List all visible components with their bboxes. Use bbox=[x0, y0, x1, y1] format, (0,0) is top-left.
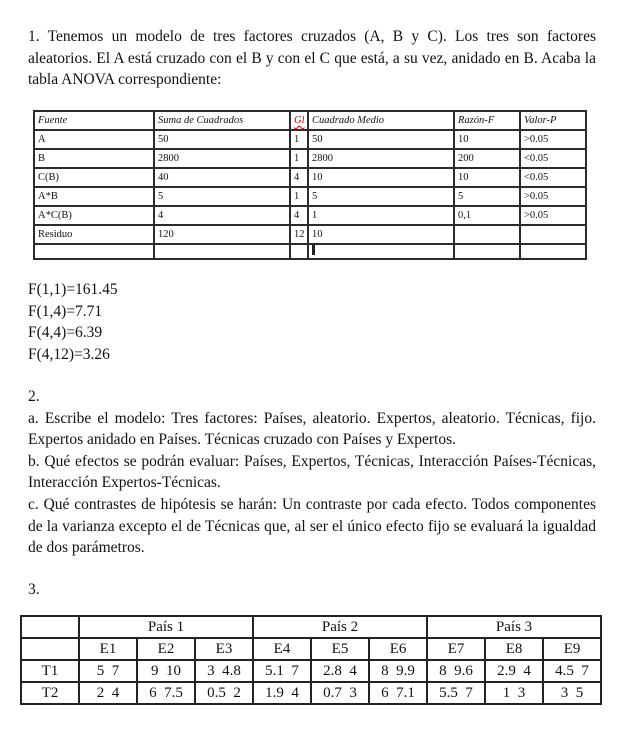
table-cell: 120 bbox=[154, 225, 290, 244]
table-cell: >0.05 bbox=[520, 206, 586, 225]
f-value-line: F(4,12)=3.26 bbox=[28, 346, 110, 364]
table-cell bbox=[520, 225, 586, 244]
table-cell: 2.9 4 bbox=[485, 660, 543, 682]
table-cell: 5 7 bbox=[79, 660, 137, 682]
anova-row-cb bbox=[34, 168, 586, 187]
problem2-answers bbox=[28, 408, 596, 559]
table-cell: 4 bbox=[290, 206, 308, 225]
problem2-label: 2. bbox=[28, 387, 40, 405]
data-row-t2 bbox=[21, 682, 601, 704]
table-cell: Residuo bbox=[34, 225, 154, 244]
anova-row-b bbox=[34, 149, 586, 168]
table-cell: B bbox=[34, 149, 154, 168]
country-header-pais2: País 2 bbox=[253, 616, 427, 638]
corner-cell bbox=[21, 616, 79, 638]
anova-header-valor-p: Valor-P bbox=[520, 111, 586, 130]
table-cell: 5 bbox=[308, 187, 454, 206]
table-cell: A bbox=[34, 130, 154, 149]
table-cell: 5.5 7 bbox=[427, 682, 485, 704]
table-cell: 0.7 3 bbox=[311, 682, 369, 704]
table-cell: >0.05 bbox=[520, 130, 586, 149]
f-value-line: F(4,4)=6.39 bbox=[28, 324, 103, 342]
table-cell bbox=[154, 244, 290, 259]
anova-row-residuo bbox=[34, 225, 586, 244]
table-cell bbox=[454, 244, 520, 259]
anova-header-fuente: Fuente bbox=[34, 111, 154, 130]
table-cell: 1 bbox=[308, 206, 454, 225]
anova-header-razon-f: Razón-F bbox=[454, 111, 520, 130]
table-cell bbox=[454, 225, 520, 244]
problem2-item-b: b. Qué efectos se podrán evaluar: Países, Expertos, Técnicas, Interacción Países-Técnicas, Interacción Expertos-Técnicas. bbox=[28, 452, 596, 492]
problem3-label: 3. bbox=[28, 580, 40, 598]
table-cell: 6 7.1 bbox=[369, 682, 427, 704]
table-cell: 1 bbox=[290, 149, 308, 168]
table-cell: 2.8 4 bbox=[311, 660, 369, 682]
table-cell: <0.05 bbox=[520, 168, 586, 187]
table-cell bbox=[308, 244, 454, 259]
country-header-pais3: País 3 bbox=[427, 616, 601, 638]
anova-row-axcb bbox=[34, 206, 586, 225]
expert-header: E9 bbox=[543, 638, 601, 660]
table-cell bbox=[290, 244, 308, 259]
problem2-item-a: a. Escribe el modelo: Tres factores: Países, aleatorio. Expertos, aleatorio. Técnicas, fijo. Expertos anidado en Países. Técnicas cruzado con Países y Expertos. bbox=[28, 409, 596, 449]
f-value-line: F(1,1)=161.45 bbox=[28, 280, 118, 298]
expert-header-row bbox=[21, 638, 601, 660]
table-cell: 5 bbox=[154, 187, 290, 206]
anova-header-gl: Gl bbox=[290, 111, 308, 130]
table-cell: 200 bbox=[454, 149, 520, 168]
table-cell: 1.9 4 bbox=[253, 682, 311, 704]
f-critical-values bbox=[28, 279, 596, 366]
table-cell: 10 bbox=[454, 130, 520, 149]
table-cell: 8 9.6 bbox=[427, 660, 485, 682]
table-cell: 3 5 bbox=[543, 682, 601, 704]
table-cell: 40 bbox=[154, 168, 290, 187]
table-cell: 4 bbox=[290, 168, 308, 187]
table-cell: 0,1 bbox=[454, 206, 520, 225]
row-label-t2: T2 bbox=[21, 682, 79, 704]
expert-header: E5 bbox=[311, 638, 369, 660]
table-cell: 2 4 bbox=[79, 682, 137, 704]
problem1-paragraph: 1. Tenemos un modelo de tres factores cruzados (A, B y C). Los tres son factores aleatorios. El A está cruzado con el B y con el C que está, a su vez, anidado en B. Acaba la tabla ANOVA correspondiente: bbox=[28, 28, 596, 89]
expert-header: E7 bbox=[427, 638, 485, 660]
data-row-t1 bbox=[21, 660, 601, 682]
expert-header: E2 bbox=[137, 638, 195, 660]
table-cell bbox=[520, 244, 586, 259]
table-cell bbox=[34, 244, 154, 259]
corner-cell bbox=[21, 638, 79, 660]
table-cell: 2800 bbox=[308, 149, 454, 168]
table-cell: 5.1 7 bbox=[253, 660, 311, 682]
table-cell: 8 9.9 bbox=[369, 660, 427, 682]
table-cell: 0.5 2 bbox=[195, 682, 253, 704]
expert-header: E6 bbox=[369, 638, 427, 660]
anova-row-a bbox=[34, 130, 586, 149]
problem2-item-c: c. Qué contrastes de hipótesis se harán: Un contraste por cada efecto. Todos componentes de la varianza excepto el de Técnicas que, al ser el único efecto fijo se evaluará la igualdad de dos parámetros. bbox=[28, 495, 596, 557]
table-cell: 2800 bbox=[154, 149, 290, 168]
table-cell: 1 bbox=[290, 187, 308, 206]
anova-row-axb bbox=[34, 187, 586, 206]
table-cell: 4.5 7 bbox=[543, 660, 601, 682]
table-cell: A*C(B) bbox=[34, 206, 154, 225]
f-value-line: F(1,4)=7.71 bbox=[28, 302, 103, 320]
table-cell: A*B bbox=[34, 187, 154, 206]
row-label-t1: T1 bbox=[21, 660, 79, 682]
anova-empty-row bbox=[34, 244, 586, 259]
table-cell: 1 bbox=[290, 130, 308, 149]
anova-header-suma: Suma de Cuadrados bbox=[154, 111, 290, 130]
countries-experts-table bbox=[20, 615, 602, 705]
country-header-pais1: País 1 bbox=[79, 616, 253, 638]
table-cell: <0.05 bbox=[520, 149, 586, 168]
table-cell: 10 bbox=[308, 168, 454, 187]
expert-header: E1 bbox=[79, 638, 137, 660]
expert-header: E3 bbox=[195, 638, 253, 660]
anova-header-cuadrado-medio: Cuadrado Medio bbox=[308, 111, 454, 130]
anova-table bbox=[33, 110, 587, 260]
text-cursor-mark bbox=[312, 244, 315, 255]
anova-header-row bbox=[34, 111, 586, 130]
expert-header: E8 bbox=[485, 638, 543, 660]
table-cell: 1 3 bbox=[485, 682, 543, 704]
table-cell: 5 bbox=[454, 187, 520, 206]
table-cell: 10 bbox=[454, 168, 520, 187]
table-cell: 3 4.8 bbox=[195, 660, 253, 682]
country-header-row bbox=[21, 616, 601, 638]
table-cell: 10 bbox=[308, 225, 454, 244]
table-cell: 6 7.5 bbox=[137, 682, 195, 704]
table-cell: >0.05 bbox=[520, 187, 586, 206]
table-cell: C(B) bbox=[34, 168, 154, 187]
table-cell: 50 bbox=[308, 130, 454, 149]
table-cell: 9 10 bbox=[137, 660, 195, 682]
table-cell: 50 bbox=[154, 130, 290, 149]
expert-header: E4 bbox=[253, 638, 311, 660]
table-cell: 4 bbox=[154, 206, 290, 225]
table-cell: 12 bbox=[290, 225, 308, 244]
